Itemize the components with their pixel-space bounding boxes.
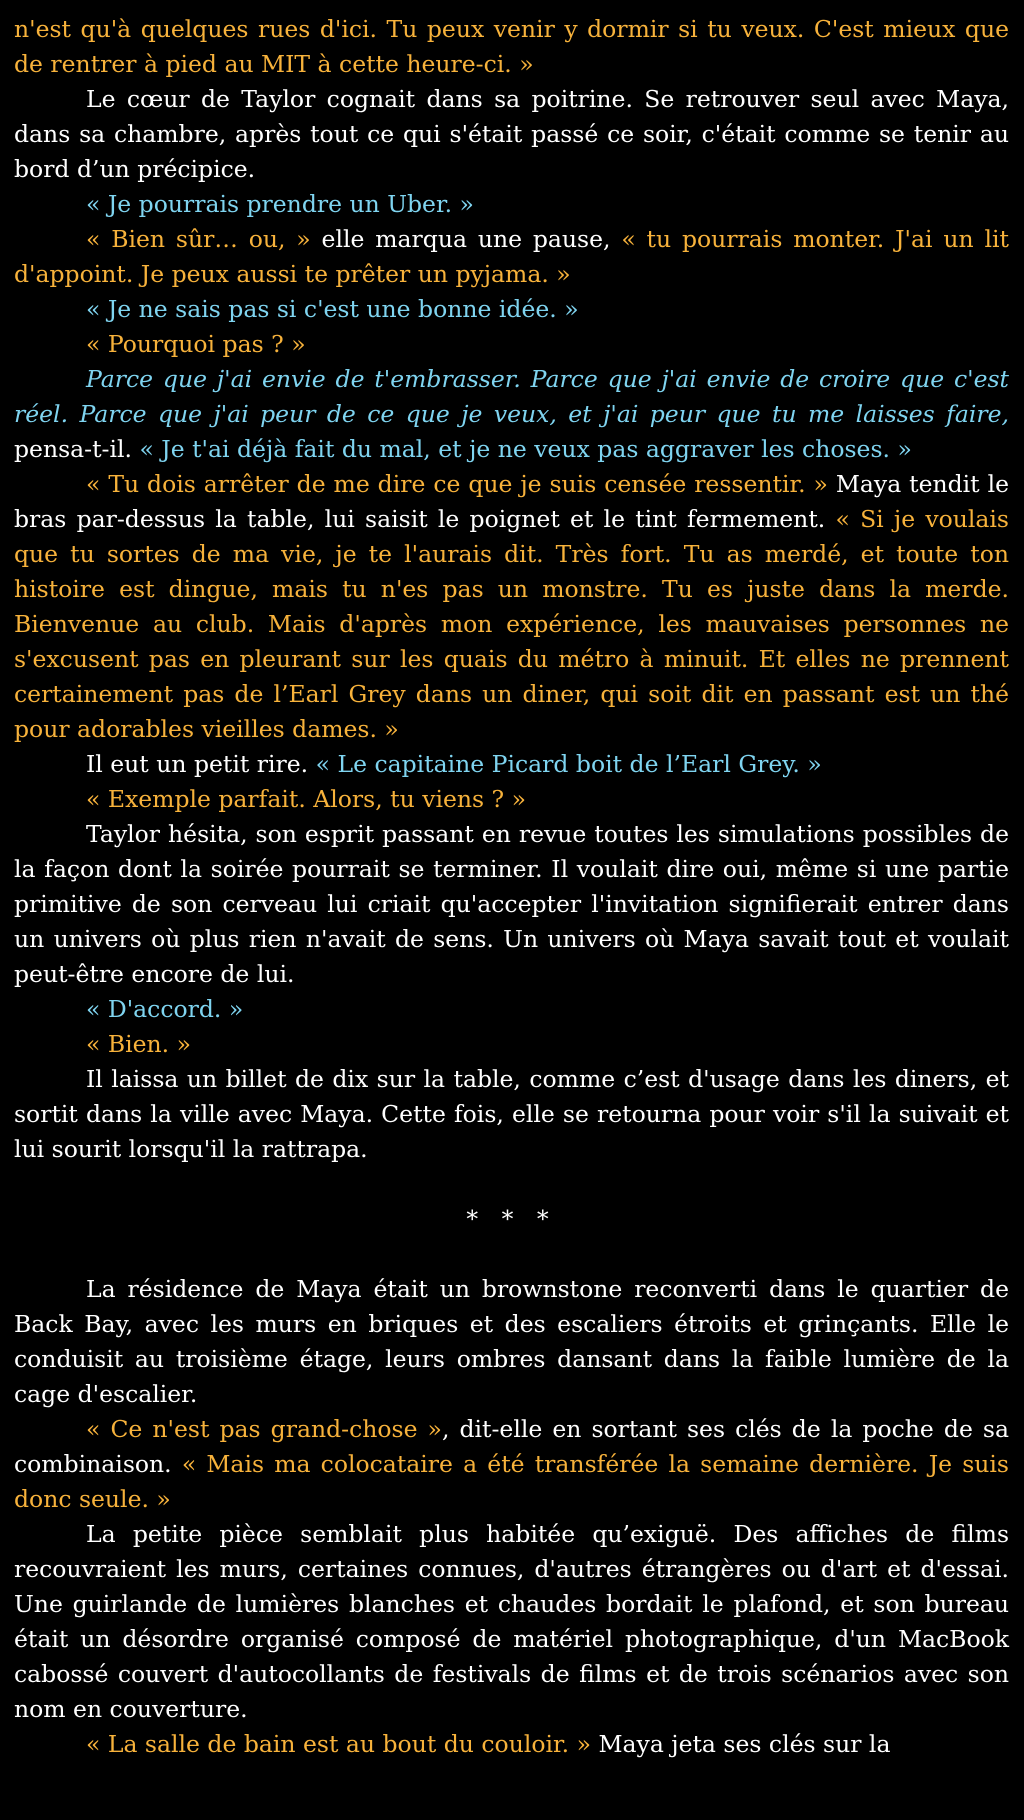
paragraph	[14, 12, 1009, 82]
taylor-dialogue: « Je ne sais pas si c'est une bonne idée. »	[86, 295, 579, 323]
paragraph	[14, 817, 1009, 992]
narration-text: Il laissa un billet de dix sur la table, comme c’est d'usage dans les diners, et sortit dans la ville avec Maya. Cette fois, elle se retourna pour voir s'il la suivait et lui sourit lorsqu'il la rattrapa.	[14, 1065, 1009, 1163]
paragraph	[14, 222, 1009, 292]
narration-text: elle marqua une pause,	[310, 225, 622, 253]
paragraph	[14, 1272, 1009, 1412]
taylor-dialogue: « D'accord. »	[86, 995, 244, 1023]
paragraph	[14, 187, 1009, 222]
scene-break: * * *	[466, 1205, 557, 1233]
maya-dialogue: n'est qu'à quelques rues d'ici. Tu peux venir y dormir si tu veux. C'est mieux que de rentrer à pied au MIT à cette heure-ci. »	[14, 15, 1009, 78]
maya-dialogue: « Ce n'est pas grand-chose »	[86, 1415, 442, 1443]
taylor-dialogue: « Je t'ai déjà fait du mal, et je ne veux pas aggraver les choses. »	[139, 435, 912, 463]
paragraph	[14, 1062, 1009, 1167]
maya-dialogue: « Bien sûr… ou, »	[86, 225, 311, 253]
book-page	[14, 12, 1009, 1762]
narration-text: La petite pièce semblait plus habitée qu’exiguë. Des affiches de films recouvraient les murs, certaines connues, d'autres étrangères ou d'art et d'essai. Une guirlande de lumières blanches et chaudes bordait le plafond, et son bureau était un désordre organisé composé de matériel photographique, d'un MacBook cabossé couvert d'autocollants de festivals de films et de trois scénarios avec son nom en couverture.	[14, 1520, 1009, 1723]
taylor-dialogue: « Je pourrais prendre un Uber. »	[86, 190, 474, 218]
paragraph	[14, 292, 1009, 327]
paragraph	[14, 992, 1009, 1027]
paragraph	[14, 327, 1009, 362]
narration-text: Maya tendit le bras par-dessus la table, lui saisit le poignet et le tint fermement.	[14, 470, 1009, 533]
narration-text: Le cœur de Taylor cognait dans sa poitrine. Se retrouver seul avec Maya, dans sa chambre, après tout ce qui s'était passé ce soir, c'était comme se tenir au bord d’un précipice.	[14, 85, 1009, 183]
narration-text: pensa-t-il.	[14, 435, 140, 463]
taylor-thought: Parce que j'ai envie de t'embrasser. Parce que j'ai envie de croire que c'est réel. Parce que j'ai peur de ce que je veux, et j'ai peur que tu me laisses faire,	[14, 365, 1009, 428]
maya-dialogue: « La salle de bain est au bout du couloir. »	[86, 1730, 591, 1758]
paragraph	[14, 1517, 1009, 1727]
maya-dialogue: « Bien. »	[86, 1030, 191, 1058]
narration-text: Maya jeta ses clés sur la	[591, 1730, 891, 1758]
maya-dialogue: « Si je voulais que tu sortes de ma vie, je te l'aurais dit. Très fort. Tu as merdé, et toute ton histoire est dingue, mais tu n'es pas un monstre. Tu es juste dans la merde. Bienvenue au club. Mais d'après mon expérience, les mauvaises personnes ne s'excusent pas en pleurant sur les quais du métro à minuit. Et elles ne prennent certainement pas de l’Earl Grey dans un diner, qui soit dit en passant est un thé pour adorables vieilles dames. »	[14, 505, 1009, 743]
paragraph	[14, 1027, 1009, 1062]
taylor-dialogue: « Le capitaine Picard boit de l’Earl Grey. »	[315, 750, 822, 778]
maya-dialogue: « Tu dois arrêter de me dire ce que je suis censée ressentir. »	[86, 470, 828, 498]
paragraph	[14, 362, 1009, 467]
narration-text: La résidence de Maya était un brownstone reconverti dans le quartier de Back Bay, avec les murs en briques et des escaliers étroits et grinçants. Elle le conduisit au troisième étage, leurs ombres dansant dans la faible lumière de la cage d'escalier.	[14, 1275, 1009, 1408]
paragraph	[14, 467, 1009, 747]
maya-dialogue: « Exemple parfait. Alors, tu viens ? »	[86, 785, 527, 813]
maya-dialogue: « Pourquoi pas ? »	[86, 330, 306, 358]
paragraph	[14, 747, 1009, 782]
narration-text: Il eut un petit rire.	[86, 750, 316, 778]
paragraph	[14, 1412, 1009, 1517]
narration-text: Taylor hésita, son esprit passant en revue toutes les simulations possibles de la façon dont la soirée pourrait se terminer. Il voulait dire oui, même si une partie primitive de son cerveau lui criait qu'accepter l'invitation signifierait entrer dans un univers où plus rien n'avait de sens. Un univers où Maya savait tout et voulait peut-être encore de lui.	[14, 820, 1009, 988]
paragraph	[14, 782, 1009, 817]
narration-text: , dit-elle en sortant ses clés de la poche de sa combinaison.	[14, 1415, 1009, 1478]
maya-dialogue: « Mais ma colocataire a été transférée la semaine dernière. Je suis donc seule. »	[14, 1450, 1009, 1513]
paragraph	[14, 82, 1009, 187]
paragraph	[14, 1727, 1009, 1762]
maya-dialogue: « tu pourrais monter. J'ai un lit d'appoint. Je peux aussi te prêter un pyjama. »	[14, 225, 1009, 288]
